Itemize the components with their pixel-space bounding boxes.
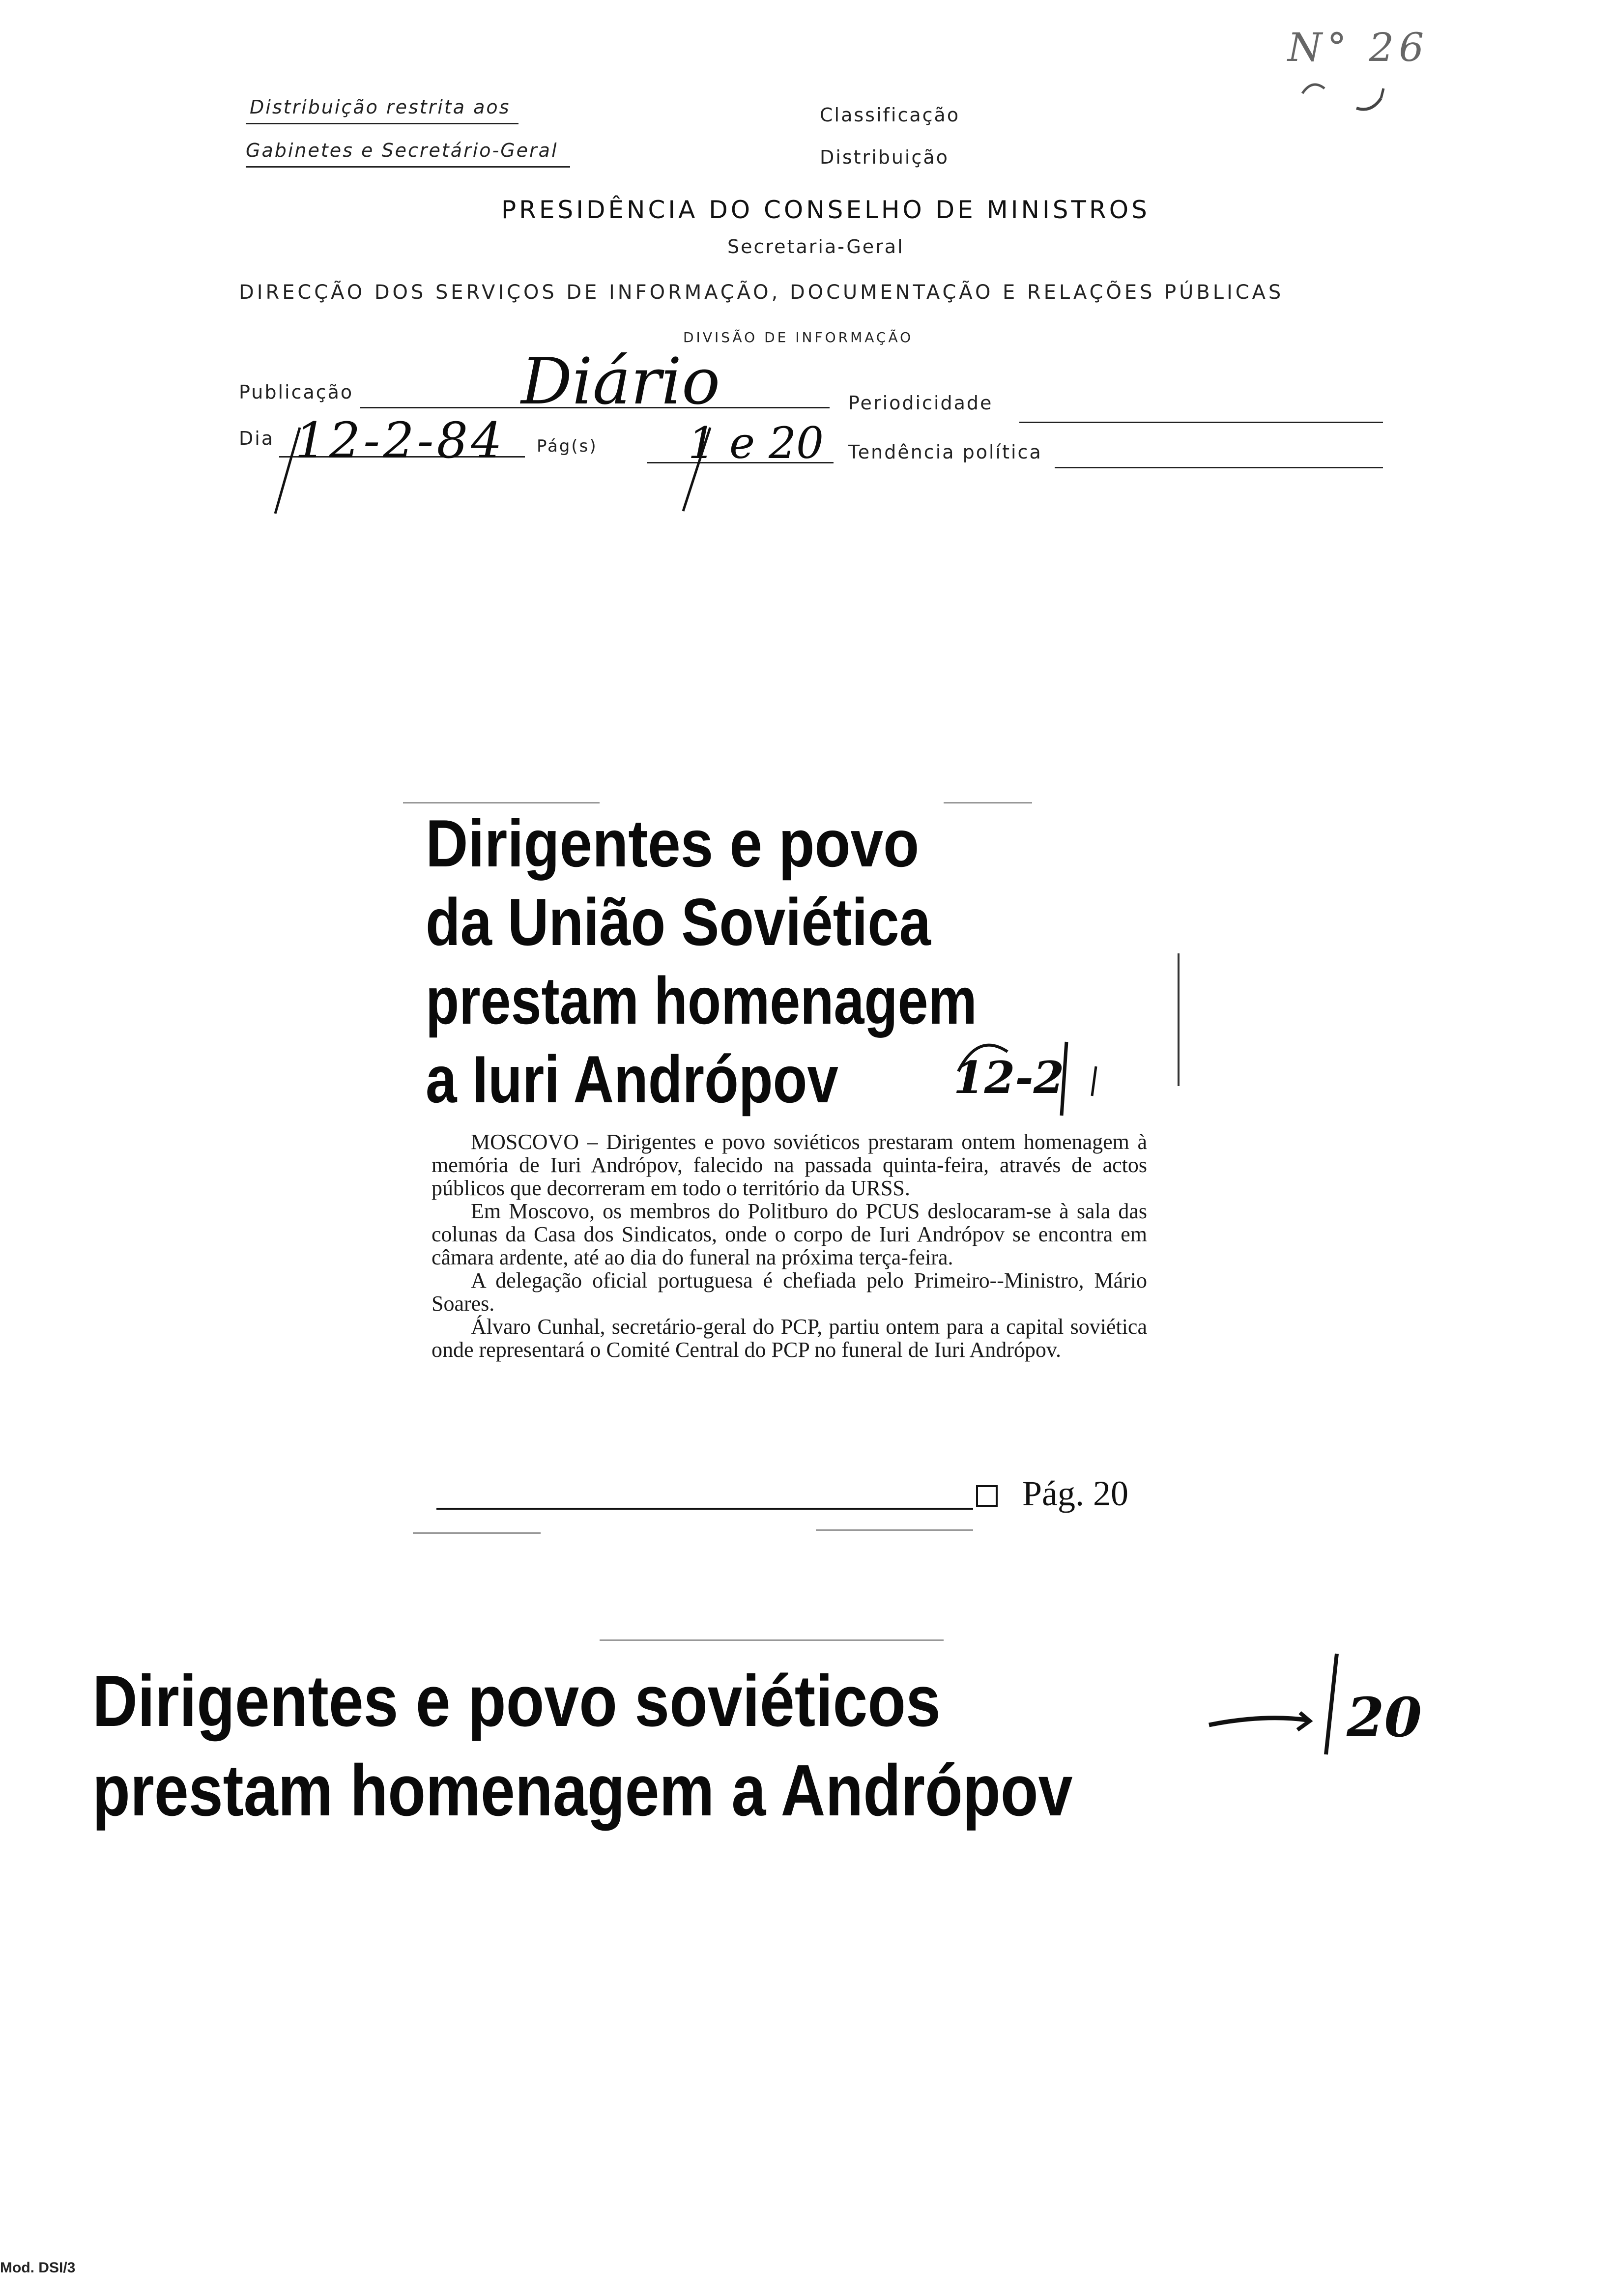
distribution-underline-2 <box>246 166 570 168</box>
form-handwritten-strokes <box>265 423 757 521</box>
distribution-label: Distribuição <box>820 146 949 168</box>
org-direction: DIRECÇÃO DOS SERVIÇOS DE INFORMAÇÃO, DOCUMENTAÇÃO E RELAÇÕES PÚBLICAS <box>239 281 1284 304</box>
clipping1-paragraph: MOSCOVO – Dirigentes e povo soviéticos prestaram ontem homenagem à memória de Iuri Andrópov, falecido na passada quinta-feira, através de actos públicos que decorreram em todo o território da URSS. <box>432 1130 1147 1200</box>
clipping2-handwritten-page: 20 <box>1347 1686 1422 1749</box>
periodicity-label: Periodicidade <box>848 392 993 414</box>
clipping1-continuation-box <box>976 1485 998 1507</box>
publication-label: Publicação <box>239 381 354 403</box>
tendency-label: Tendência política <box>848 441 1042 463</box>
clipping1-page-reference: Pág. 20 <box>1022 1474 1128 1513</box>
clipping1-paragraph: Em Moscovo, os membros do Politburo do PCUS deslocaram-se à sala das colunas da Casa dos Sindicatos, onde o corpo de Iuri Andrópov se encontra em câmara ardente, até ao dia do funeral na próxima terça-feira. <box>432 1199 1147 1269</box>
clipping1-headline-line-4: a Iuri Andrópov <box>426 1042 838 1117</box>
clipping1-vertical-rule <box>1178 953 1180 1086</box>
clipping1-handwritten-date: 12-2 <box>953 1052 1065 1104</box>
clipping1-body <box>432 1130 1147 1361</box>
periodicity-field-line <box>1019 422 1383 423</box>
clipping1-bottom-rule <box>436 1508 973 1510</box>
org-subtitle: Secretaria-Geral <box>727 236 904 258</box>
day-label: Dia <box>239 428 275 449</box>
classification-label: Classificação <box>820 104 960 126</box>
distribution-line-1: Distribuição restrita aos <box>250 96 511 118</box>
clipping1-handwriting-strokes <box>949 1022 1135 1120</box>
distribution-line-2: Gabinetes e Secretário-Geral <box>246 140 558 161</box>
form-code: Mod. DSI/3 <box>0 2260 76 2276</box>
clipping2-headline-line-2: prestam homenagem a Andrópov <box>92 1750 1073 1831</box>
clipping2-handwritten-slash <box>1317 1651 1347 1759</box>
day-handwritten-value: 12-2-84 <box>295 412 505 469</box>
distribution-underline-1 <box>246 123 518 124</box>
publication-handwritten-value: Diário <box>521 344 720 419</box>
pages-label: Pág(s) <box>537 436 598 456</box>
scan-speck <box>944 802 1032 804</box>
tendency-field-line <box>1055 467 1383 468</box>
clipping1-headline-line-3: prestam homenagem <box>426 963 977 1038</box>
clipping1-headline-line-1: Dirigentes e povo <box>426 806 920 881</box>
scan-speck <box>600 1639 944 1641</box>
corner-handwriting-scribble <box>1297 74 1396 133</box>
scan-speck <box>413 1532 541 1534</box>
clipping1-paragraph: Álvaro Cunhal, secretário-geral do PCP, partiu ontem para a capital soviética onde representará o Comité Central do PCP no funeral de Iuri Andrópov. <box>432 1315 1147 1362</box>
corner-handwritten-number: N° 26 <box>1288 25 1429 70</box>
clipping1-paragraph: A delegação oficial portuguesa é chefiada pelo Primeiro--Ministro, Mário Soares. <box>432 1268 1147 1316</box>
clipping1-headline-line-2: da União Soviética <box>426 885 931 959</box>
scan-speck <box>816 1529 973 1531</box>
clipping2-headline-line-1: Dirigentes e povo soviéticos <box>92 1661 941 1742</box>
scan-speck <box>403 802 600 804</box>
pages-handwritten-value: 1 e 20 <box>688 418 824 468</box>
org-title: PRESIDÊNCIA DO CONSELHO DE MINISTROS <box>501 196 1150 224</box>
clipping2-handwritten-underline <box>1204 1651 1322 1740</box>
org-division: DIVISÃO DE INFORMAÇÃO <box>683 329 914 345</box>
